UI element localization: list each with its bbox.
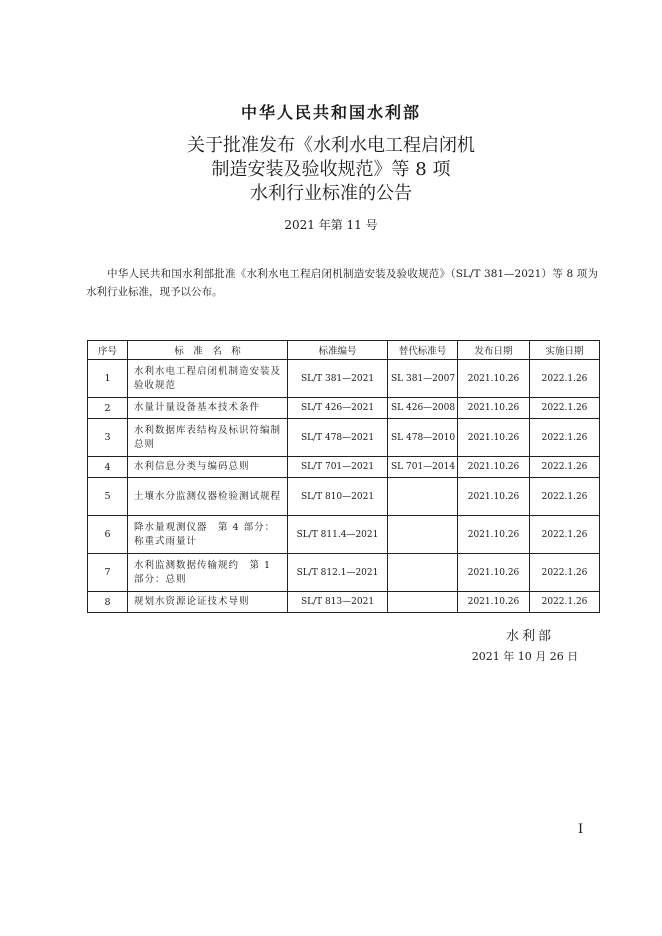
row-no: 4 xyxy=(88,457,128,478)
col-header-no: 序号 xyxy=(88,341,128,360)
table-row xyxy=(88,554,600,592)
issue-date: 2021.10.26 xyxy=(458,419,530,457)
table-row xyxy=(88,419,600,457)
standard-code: SL/T 813—2021 xyxy=(288,592,388,613)
standard-code: SL/T 812.1—2021 xyxy=(288,554,388,592)
replaced-standard xyxy=(388,516,458,554)
table-row xyxy=(88,592,600,613)
effective-date: 2022.1.26 xyxy=(530,516,600,554)
issue-date: 2021.10.26 xyxy=(458,554,530,592)
row-no: 3 xyxy=(88,419,128,457)
row-no: 5 xyxy=(88,478,128,516)
col-header-issued: 发布日期 xyxy=(458,341,530,360)
standard-code: SL/T 381—2021 xyxy=(288,360,388,398)
standard-name: 降水量观测仪器 第 4 部分：称重式雨量计 xyxy=(128,516,288,554)
row-no: 1 xyxy=(88,360,128,398)
col-header-name: 标 准 名 称 xyxy=(128,341,288,360)
replaced-standard xyxy=(388,592,458,613)
col-header-effective: 实施日期 xyxy=(530,341,600,360)
title-line-2: 制造安装及验收规范》等 8 项 xyxy=(211,159,451,180)
standard-code: SL/T 701—2021 xyxy=(288,457,388,478)
ministry-name: 中华人民共和国水利部 xyxy=(240,103,421,122)
replaced-standard xyxy=(388,554,458,592)
signing-organization: 水利部 xyxy=(505,629,554,644)
title-line-1: 关于批准发布《水利水电工程启闭机 xyxy=(187,135,475,156)
standard-name: 水量计量设备基本技术条件 xyxy=(128,398,288,419)
col-header-code: 标准编号 xyxy=(288,341,388,360)
effective-date: 2022.1.26 xyxy=(530,457,600,478)
document-number: 2021 年第 11 号 xyxy=(284,218,378,232)
standard-name: 土壤水分监测仪器检验测试规程 xyxy=(128,478,288,516)
issue-date: 2021.10.26 xyxy=(458,398,530,419)
standards-table xyxy=(87,340,600,613)
standard-code: SL/T 810—2021 xyxy=(288,478,388,516)
table-row xyxy=(88,398,600,419)
standard-name: 规划水资源论证技术导则 xyxy=(128,592,288,613)
effective-date: 2022.1.26 xyxy=(530,592,600,613)
table-row xyxy=(88,457,600,478)
issue-date: 2021.10.26 xyxy=(458,516,530,554)
standard-name: 水利水电工程启闭机制造安装及验收规范 xyxy=(128,360,288,398)
effective-date: 2022.1.26 xyxy=(530,419,600,457)
replaced-standard: SL 701—2014 xyxy=(388,457,458,478)
replaced-standard xyxy=(388,478,458,516)
row-no: 8 xyxy=(88,592,128,613)
issue-date: 2021.10.26 xyxy=(458,592,530,613)
col-header-replaces: 替代标准号 xyxy=(388,341,458,360)
replaced-standard: SL 426—2008 xyxy=(388,398,458,419)
table-row xyxy=(88,516,600,554)
issue-date: 2021.10.26 xyxy=(458,478,530,516)
issue-date: 2021.10.26 xyxy=(458,360,530,398)
standard-name: 水利信息分类与编码总则 xyxy=(128,457,288,478)
standard-name: 水利数据库表结构及标识符编制总则 xyxy=(128,419,288,457)
row-no: 7 xyxy=(88,554,128,592)
standard-name: 水利监测数据传输规约 第 1 部分：总则 xyxy=(128,554,288,592)
standard-code: SL/T 426—2021 xyxy=(288,398,388,419)
effective-date: 2022.1.26 xyxy=(530,478,600,516)
intro-paragraph: 中华人民共和国水利部批准《水利水电工程启闭机制造安装及验收规范》（SL/T 381—2021）等 8 项为水利行业标准，现予以公布。 xyxy=(86,268,598,298)
row-no: 6 xyxy=(88,516,128,554)
effective-date: 2022.1.26 xyxy=(530,398,600,419)
table-row xyxy=(88,478,600,516)
issue-date: 2021.10.26 xyxy=(458,457,530,478)
table-header-row xyxy=(88,341,600,360)
effective-date: 2022.1.26 xyxy=(530,360,600,398)
title-line-3: 水利行业标准的公告 xyxy=(250,183,412,204)
signing-date: 2021 年 10 月 26 日 xyxy=(471,650,579,663)
replaced-standard: SL 381—2007 xyxy=(388,360,458,398)
standard-code: SL/T 811.4—2021 xyxy=(288,516,388,554)
table-row xyxy=(88,360,600,398)
standard-code: SL/T 478—2021 xyxy=(288,419,388,457)
announcement-title xyxy=(0,134,662,206)
replaced-standard: SL 478—2010 xyxy=(388,419,458,457)
effective-date: 2022.1.26 xyxy=(530,554,600,592)
row-no: 2 xyxy=(88,398,128,419)
page-number: I xyxy=(578,822,584,837)
